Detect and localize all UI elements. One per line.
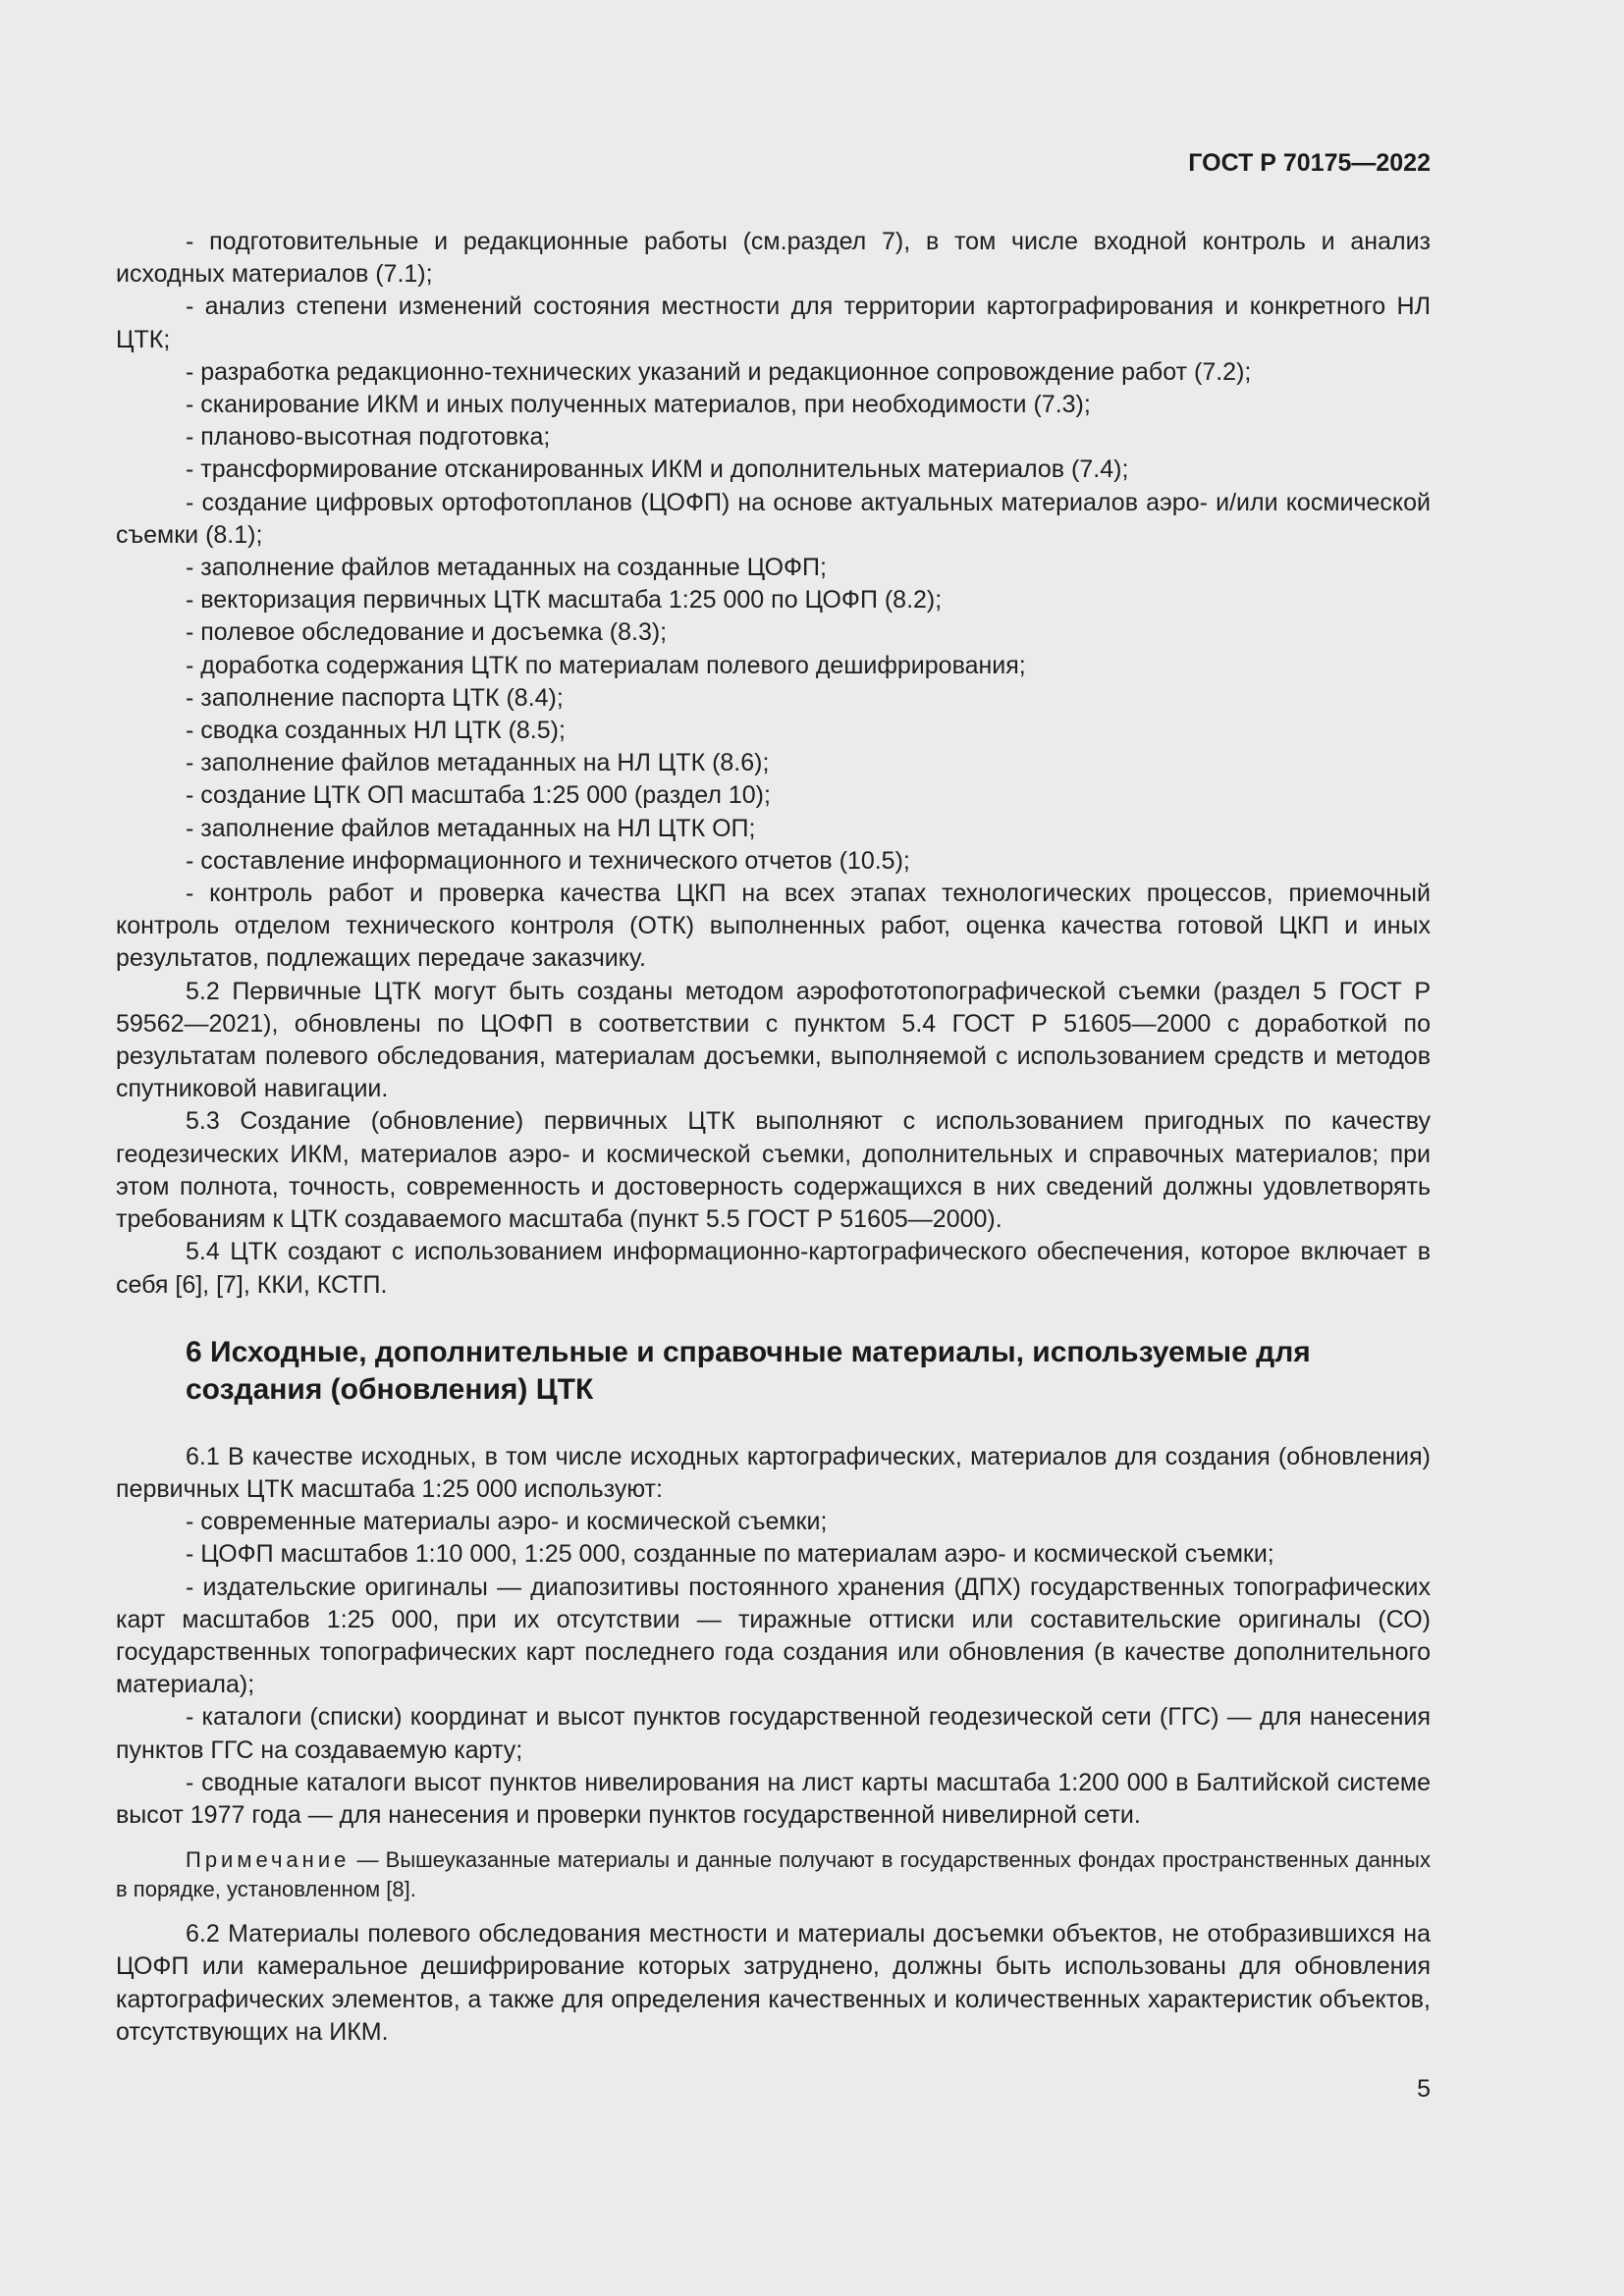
list-item: - заполнение паспорта ЦТК (8.4); bbox=[186, 683, 564, 712]
list-item: - современные материалы аэро- и космической съемки; bbox=[186, 1508, 828, 1536]
list-item: - подготовительные и редакционные работы (см.раздел 7), в том числе входной контроль и анализ исходных материалов (7.1); bbox=[116, 228, 1431, 289]
list-item: - планово-высотная подготовка; bbox=[186, 423, 551, 452]
list-item: - заполнение файлов метаданных на созданные ЦОФП; bbox=[186, 554, 827, 582]
list-item: - сканирование ИКМ и иных полученных материалов, при необходимости (7.3); bbox=[186, 391, 1091, 419]
paragraph-6-2: 6.2 Материалы полевого обследования местности и материалы досъемки объектов, не отобразившихся на ЦОФП или камеральное дешифрирование которых затруднено, должны быть использованы для обновления картографических элементов, а также для определения качественных и количественных характеристик объектов, отсутствующих на ИКМ. bbox=[116, 1920, 1431, 2046]
list-item: - каталоги (списки) координат и высот пунктов государственной геодезической сети (ГГС) — для нанесения пунктов ГГС на создаваемую карту; bbox=[116, 1703, 1431, 1764]
source-materials-list bbox=[116, 1506, 1431, 1832]
paragraph-5-3: 5.3 Создание (обновление) первичных ЦТК выполняют с использованием пригодных по качеству геодезических ИКМ, материалов аэро- и космической съемки, дополнительных и справочных материалов; при этом полнота, точность, современность и достоверность содержащихся в них сведений должны удовлетворять требованиям к ЦТК создаваемого масштаба (пункт 5.5 ГОСТ Р 51605—2000). bbox=[116, 1107, 1431, 1234]
note-label: Примечание bbox=[186, 1847, 351, 1873]
list-item: - анализ степени изменений состояния местности для территории картографирования и конкретного НЛ ЦТК; bbox=[116, 293, 1431, 353]
list-item: - заполнение файлов метаданных на НЛ ЦТК ОП; bbox=[186, 814, 756, 842]
document-header: ГОСТ Р 70175—2022 bbox=[1188, 149, 1431, 177]
list-item: - заполнение файлов метаданных на НЛ ЦТК (8.6); bbox=[186, 749, 770, 777]
work-stages-list bbox=[116, 226, 1431, 976]
page-number: 5 bbox=[1417, 2075, 1431, 2103]
list-item: - издательские оригиналы — диапозитивы постоянного хранения (ДПХ) государственных топографических карт масштабов 1:25 000, при их отсутствии — тиражные оттиски или составительские оригиналы (СО) государственных топографических карт последнего года создания или обновления (в качестве дополнительного материала); bbox=[116, 1573, 1431, 1699]
paragraph-5-4: 5.4 ЦТК создают с использованием информационно-картографического обеспечения, которое включает в себя [6], [7], ККИ, КСТП. bbox=[116, 1238, 1431, 1299]
list-item: - сводные каталоги высот пунктов нивелирования на лист карты масштаба 1:200 000 в Балтийской системе высот 1977 года — для нанесения и проверки пунктов государственной нивелирной сети. bbox=[116, 1768, 1431, 1829]
list-item: - создание цифровых ортофотопланов (ЦОФП) на основе актуальных материалов аэро- и/или космической съемки (8.1); bbox=[116, 488, 1431, 549]
list-item: - составление информационного и технического отчетов (10.5); bbox=[186, 846, 910, 875]
paragraph-5-2: 5.2 Первичные ЦТК могут быть созданы методом аэрофототопографической съемки (раздел 5 ГОСТ Р 59562—2021), обновлены по ЦОФП в соответствии с пунктом 5.4 ГОСТ Р 51605—2000 с доработкой по результатам полевого обследования, материалам досъемки, выполняемой с использованием средств и методов спутниковой навигации. bbox=[116, 977, 1431, 1103]
list-item: - полевое обследование и досъемка (8.3); bbox=[186, 618, 668, 647]
note bbox=[116, 1845, 1431, 1904]
list-item: - создание ЦТК ОП масштаба 1:25 000 (раздел 10); bbox=[186, 781, 771, 810]
paragraph-6-1: 6.1 В качестве исходных, в том числе исходных картографических, материалов для создания (обновления) первичных ЦТК масштаба 1:25 000 используют: bbox=[116, 1442, 1431, 1503]
note-text: — Вышеуказанные материалы и данные получают в государственных фондах пространственных данных в порядке, установленном [8]. bbox=[116, 1847, 1431, 1902]
list-item: - ЦОФП масштабов 1:10 000, 1:25 000, созданные по материалам аэро- и космической съемки; bbox=[186, 1540, 1274, 1569]
document-body bbox=[116, 226, 1431, 2049]
list-item: - доработка содержания ЦТК по материалам полевого дешифрирования; bbox=[186, 651, 1026, 679]
section-6-heading: 6 Исходные, дополнительные и справочные материалы, используемые для создания (обновления) ЦТК bbox=[186, 1335, 1311, 1406]
list-item: - разработка редакционно-технических указаний и редакционное сопровождение работ (7.2); bbox=[186, 357, 1252, 386]
list-item: - трансформирование отсканированных ИКМ и дополнительных материалов (7.4); bbox=[186, 455, 1129, 484]
list-item: - контроль работ и проверка качества ЦКП на всех этапах технологических процессов, приемочный контроль отделом технического контроля (ОТК) выполненных работ, оценка качества готовой ЦКП и иных результатов, подлежащих передаче заказчику. bbox=[116, 880, 1431, 973]
list-item: - векторизация первичных ЦТК масштаба 1:25 000 по ЦОФП (8.2); bbox=[186, 586, 943, 614]
list-item: - сводка созданных НЛ ЦТК (8.5); bbox=[186, 717, 566, 745]
